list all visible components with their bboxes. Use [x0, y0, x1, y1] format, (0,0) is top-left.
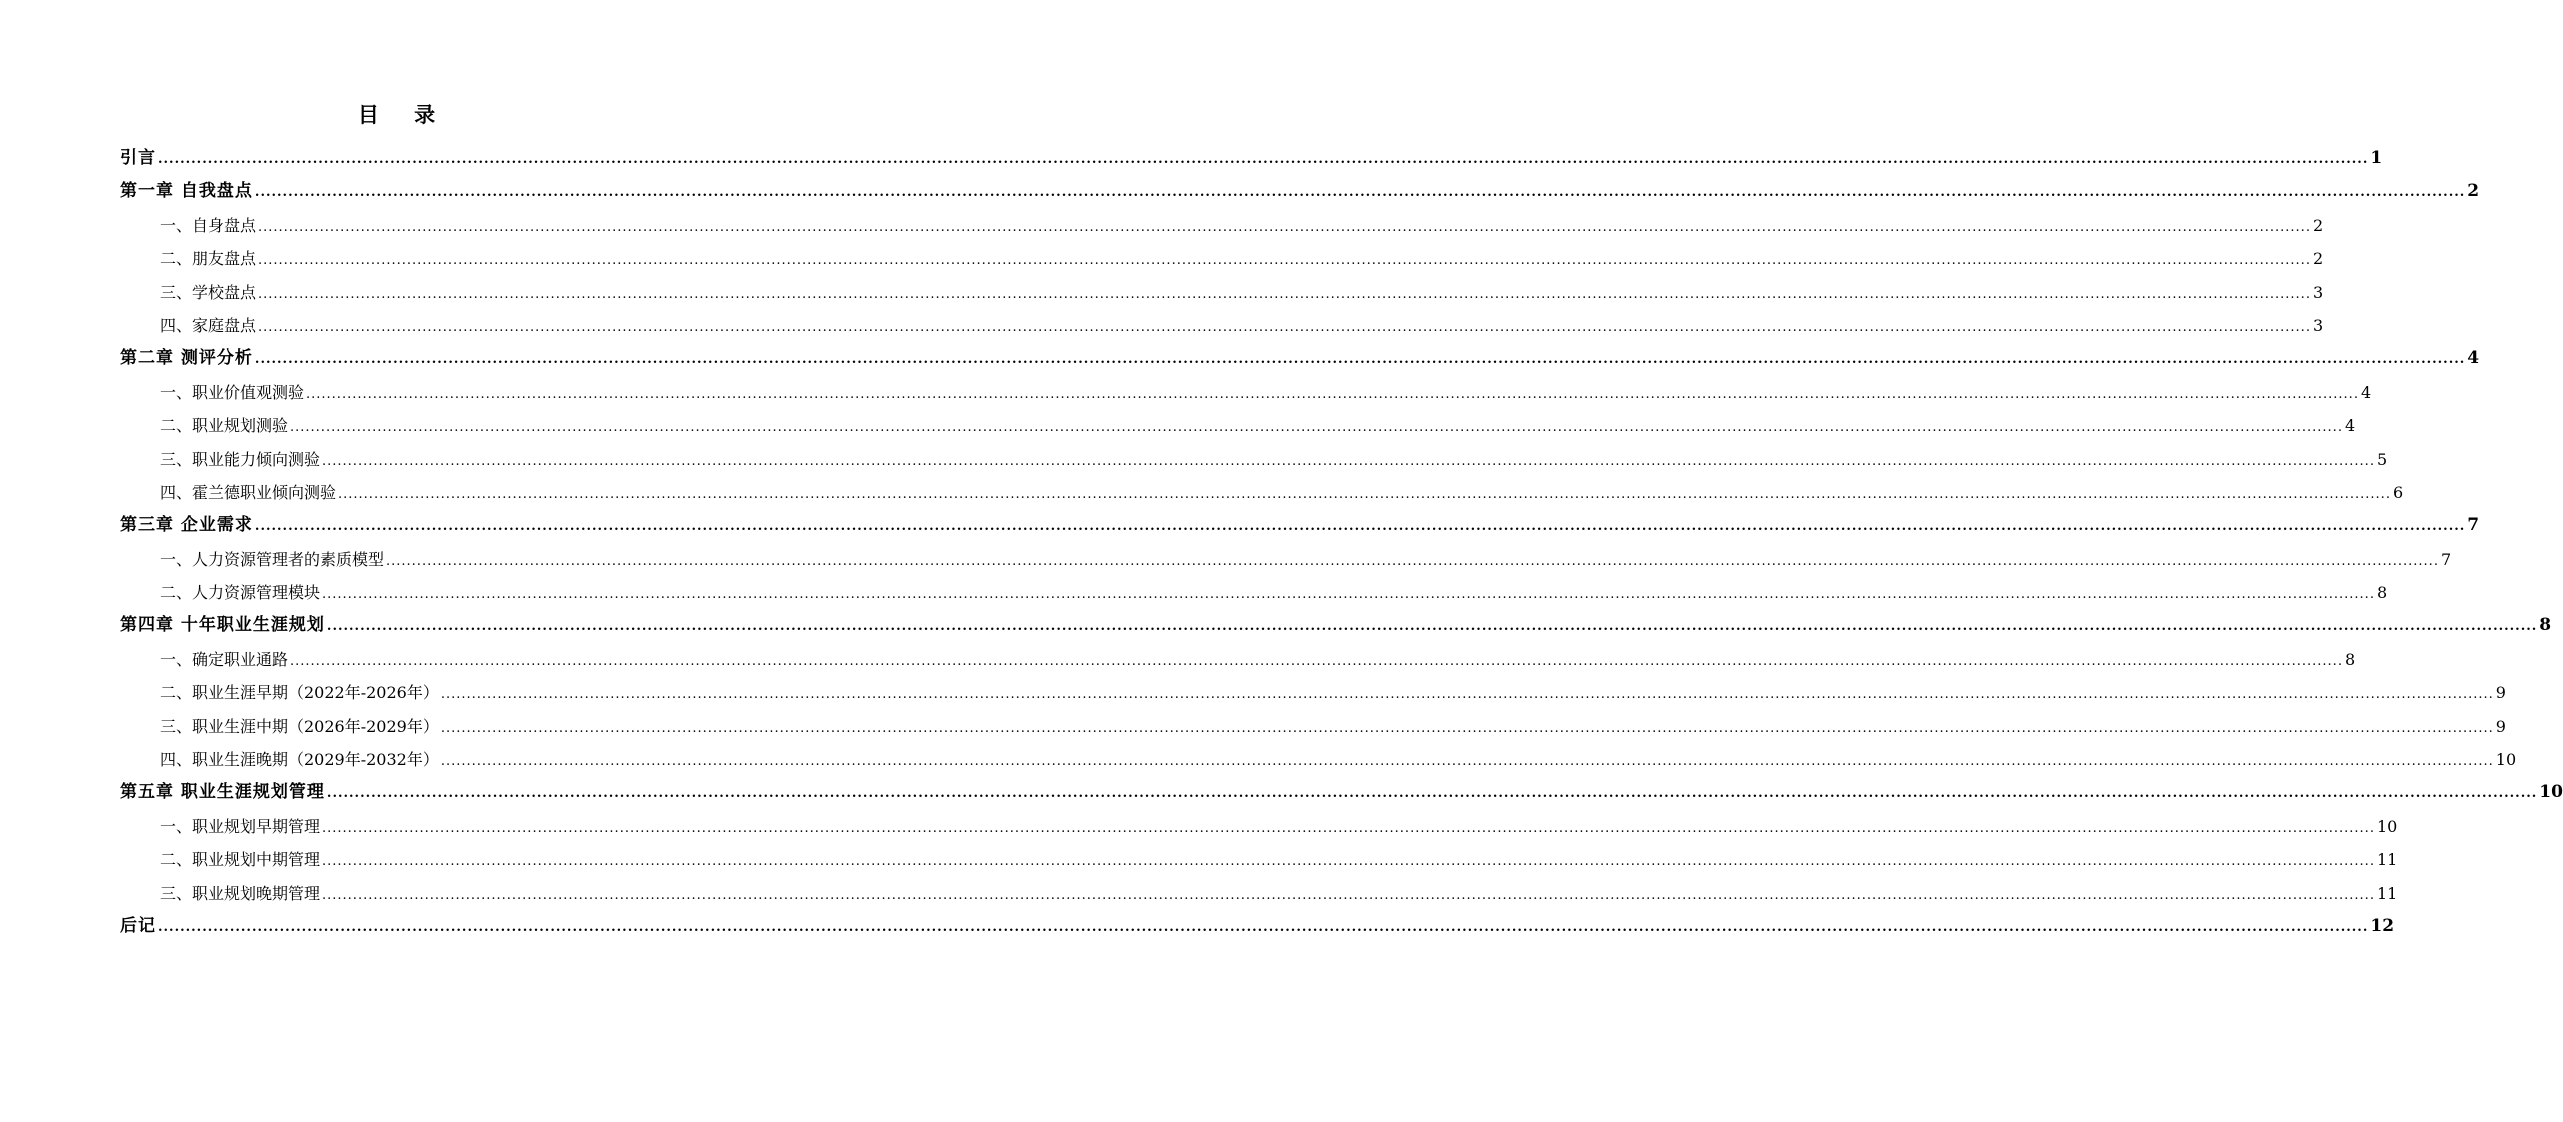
toc-page-number: 10	[2376, 816, 2398, 836]
toc-entry-label: 一、人力资源管理者的素质模型	[160, 549, 385, 569]
toc-chapter-entry[interactable]	[120, 342, 2480, 375]
toc-page-number: 10	[2539, 782, 2563, 803]
toc-dot-leader: ................................................................................................................................................................................................................................................................................................................................................................................................................	[322, 887, 2375, 903]
toc-chapter-entry[interactable]	[120, 609, 2552, 642]
toc-section-entry[interactable]	[120, 810, 2398, 843]
toc-entry-label: 二、朋友盘点	[160, 249, 257, 269]
toc-entry-label: 第二章 测评分析	[120, 348, 253, 369]
toc-dot-leader: ................................................................................................................................................................................................................................................................................................................................................................................................................	[258, 253, 2311, 269]
toc-entry-label: 后记	[120, 915, 156, 936]
toc-section-entry[interactable]	[120, 443, 2388, 476]
toc-page-number: 3	[2312, 315, 2324, 335]
toc-entry-label: 三、学校盘点	[160, 282, 257, 302]
toc-entry-label: 一、职业规划早期管理	[160, 816, 321, 836]
toc-page-number: 12	[2370, 915, 2395, 936]
toc-page-number: 8	[2344, 649, 2356, 669]
toc-title: 目 录	[357, 102, 450, 127]
toc-section-entry[interactable]	[120, 576, 2388, 609]
toc-dot-leader: ................................................................................................................................................................................................................................................................................................................................................................................................................	[322, 453, 2375, 469]
toc-entry-label: 四、霍兰德职业倾向测验	[160, 482, 337, 502]
toc-section-entry[interactable]	[120, 209, 2324, 242]
toc-section-entry[interactable]	[120, 309, 2324, 342]
toc-section-entry[interactable]	[120, 543, 2452, 576]
toc-entry-label: 一、职业价值观测验	[160, 382, 305, 402]
toc-list	[120, 142, 2563, 943]
toc-section-entry[interactable]	[120, 643, 2356, 676]
toc-page-number: 7	[2467, 515, 2480, 536]
toc-chapter-entry[interactable]	[120, 509, 2480, 542]
toc-dot-leader: ................................................................................................................................................................................................................................................................................................................................................................................................................	[158, 919, 2369, 935]
toc-page-number: 11	[2376, 883, 2398, 903]
toc-page-number: 2	[2467, 181, 2480, 202]
toc-entry-label: 一、自身盘点	[160, 215, 257, 235]
toc-dot-leader: ................................................................................................................................................................................................................................................................................................................................................................................................................	[440, 687, 2494, 703]
toc-page-number: 8	[2376, 583, 2388, 603]
toc-page-number: 4	[2360, 382, 2372, 402]
toc-dot-leader: ................................................................................................................................................................................................................................................................................................................................................................................................................	[254, 352, 2466, 368]
toc-entry-label: 二、人力资源管理模块	[160, 583, 321, 603]
toc-entry-label: 第一章 自我盘点	[120, 181, 253, 202]
toc-entry-label: 四、职业生涯晚期（2029年-2032年）	[160, 750, 439, 770]
toc-dot-leader: ................................................................................................................................................................................................................................................................................................................................................................................................................	[338, 486, 2391, 502]
toc-chapter-entry[interactable]	[120, 910, 2395, 943]
toc-page-number: 9	[2495, 683, 2506, 703]
toc-dot-leader: ................................................................................................................................................................................................................................................................................................................................................................................................................	[322, 854, 2375, 870]
toc-dot-leader: ................................................................................................................................................................................................................................................................................................................................................................................................................	[254, 185, 2466, 201]
toc-chapter-entry[interactable]	[120, 142, 2383, 175]
toc-page-number: 2	[2312, 249, 2324, 269]
toc-section-entry[interactable]	[120, 276, 2324, 309]
toc-entry-label: 引言	[120, 148, 156, 168]
toc-page-number: 6	[2392, 482, 2404, 502]
toc-page-number: 3	[2312, 282, 2324, 302]
toc-section-entry[interactable]	[120, 743, 2517, 776]
toc-chapter-entry[interactable]	[120, 776, 2563, 809]
toc-page-number: 4	[2344, 416, 2356, 436]
toc-entry-label: 三、职业规划晚期管理	[160, 883, 321, 903]
toc-dot-leader: ................................................................................................................................................................................................................................................................................................................................................................................................................	[440, 720, 2494, 736]
toc-dot-leader: ................................................................................................................................................................................................................................................................................................................................................................................................................	[258, 219, 2311, 235]
toc-section-entry[interactable]	[120, 877, 2398, 910]
toc-dot-leader: ................................................................................................................................................................................................................................................................................................................................................................................................................	[440, 754, 2494, 770]
toc-entry-label: 第五章 职业生涯规划管理	[120, 782, 325, 803]
toc-page-number: 9	[2495, 716, 2506, 736]
toc-dot-leader: ................................................................................................................................................................................................................................................................................................................................................................................................................	[290, 653, 2343, 669]
toc-entry-label: 第三章 企业需求	[120, 515, 253, 536]
toc-dot-leader: ................................................................................................................................................................................................................................................................................................................................................................................................................	[326, 786, 2538, 802]
toc-section-entry[interactable]	[120, 476, 2404, 509]
toc-dot-leader: ................................................................................................................................................................................................................................................................................................................................................................................................................	[290, 420, 2343, 436]
toc-section-entry[interactable]	[120, 409, 2356, 442]
toc-dot-leader: ................................................................................................................................................................................................................................................................................................................................................................................................................	[258, 286, 2311, 302]
toc-section-entry[interactable]	[120, 710, 2506, 743]
toc-page-number: 7	[2440, 549, 2452, 569]
toc-page-number: 8	[2539, 615, 2552, 636]
toc-dot-leader: ................................................................................................................................................................................................................................................................................................................................................................................................................	[258, 319, 2311, 335]
toc-entry-label: 三、职业生涯中期（2026年-2029年）	[160, 716, 439, 736]
toc-page-number: 1	[2370, 148, 2383, 168]
toc-dot-leader: ................................................................................................................................................................................................................................................................................................................................................................................................................	[254, 519, 2466, 535]
toc-dot-leader: ................................................................................................................................................................................................................................................................................................................................................................................................................	[326, 619, 2538, 635]
toc-dot-leader: ................................................................................................................................................................................................................................................................................................................................................................................................................	[306, 386, 2359, 402]
toc-section-entry[interactable]	[120, 676, 2506, 709]
toc-entry-label: 二、职业规划中期管理	[160, 850, 321, 870]
toc-page-number: 5	[2376, 449, 2388, 469]
toc-page-number: 10	[2495, 750, 2517, 770]
toc-dot-leader: ................................................................................................................................................................................................................................................................................................................................................................................................................	[322, 587, 2375, 603]
toc-dot-leader: ................................................................................................................................................................................................................................................................................................................................................................................................................	[322, 820, 2375, 836]
toc-entry-label: 第四章 十年职业生涯规划	[120, 615, 325, 636]
toc-page-number: 2	[2312, 215, 2324, 235]
toc-entry-label: 二、职业生涯早期（2022年-2026年）	[160, 683, 439, 703]
toc-entry-label: 一、确定职业通路	[160, 649, 289, 669]
toc-entry-label: 三、职业能力倾向测验	[160, 449, 321, 469]
toc-entry-label: 四、家庭盘点	[160, 315, 257, 335]
toc-dot-leader: ................................................................................................................................................................................................................................................................................................................................................................................................................	[158, 152, 2369, 167]
toc-page-number: 4	[2467, 348, 2480, 369]
toc-chapter-entry[interactable]	[120, 175, 2480, 208]
toc-entry-label: 二、职业规划测验	[160, 416, 289, 436]
toc-page-number: 11	[2376, 850, 2398, 870]
toc-section-entry[interactable]	[120, 843, 2398, 876]
toc-section-entry[interactable]	[120, 242, 2324, 275]
toc-dot-leader: ................................................................................................................................................................................................................................................................................................................................................................................................................	[386, 553, 2439, 569]
toc-section-entry[interactable]	[120, 376, 2372, 409]
